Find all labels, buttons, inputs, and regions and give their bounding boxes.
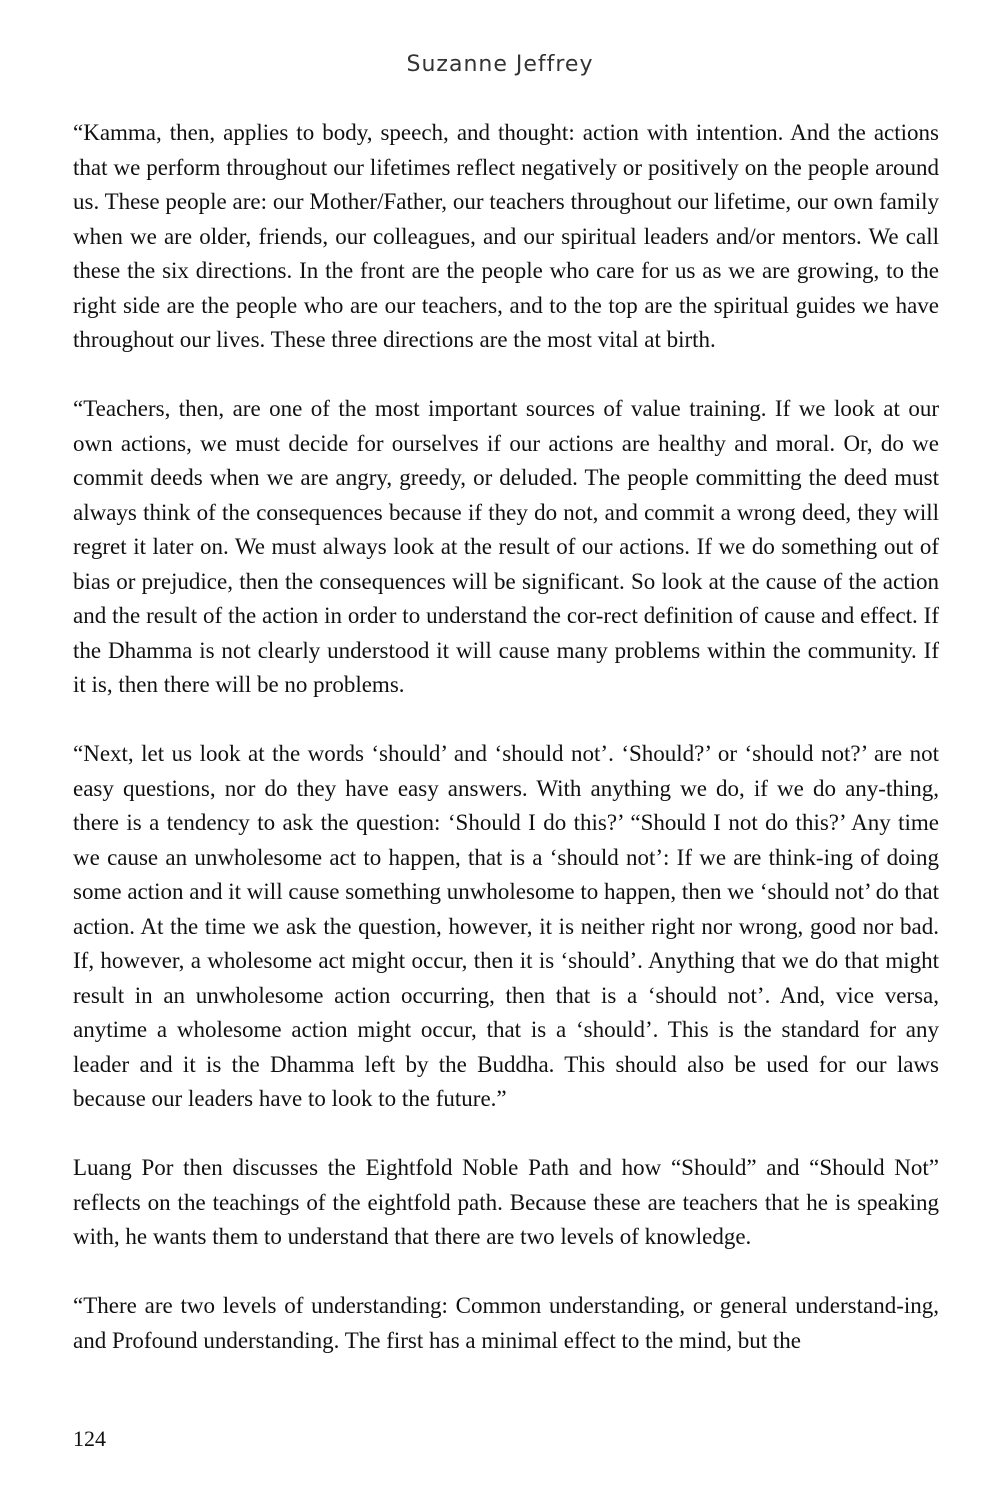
running-head: Suzanne Jeffrey <box>406 52 594 77</box>
page-number: 124 <box>73 1426 106 1451</box>
paragraph-kamma: “Kamma, then, applies to body, speech, and thought: action with intention. And the actions that we perform throughout our lifetimes reflect negatively or positively on the people around us. These people are: our Mother/Father, our teachers throughout our lifetime, our own family when we are older, friends, our colleagues, and our spiritual leaders and/or mentors. We call these the six directions. In the front are the people who care for us as we are growing, to the right side are the people who are our teachers, and to the top are the spiritual guides we have throughout our lives. These three directions are the most vital at birth. <box>73 120 939 352</box>
paragraph-teachers: “Teachers, then, are one of the most important sources of value training. If we look at our own actions, we must decide for ourselves if our actions are healthy and moral. Or, do we commit deeds when we are angry, greedy, or deluded. The people committing the deed must always think of the consequences because if they do not, and commit a wrong deed, they will regret it later on. We must always look at the result of our actions. If we do something out of bias or prejudice, then the consequences will be significant. So look at the cause of the action and the result of the action in order to understand the cor-rect definition of cause and effect. If the Dhamma is not clearly understood it will cause many problems within the community. If it is, then there will be no problems. <box>73 396 939 697</box>
paragraph-should: “Next, let us look at the words ‘should’ and ‘should not’. ‘Should?’ or ‘should not?’ are not easy questions, nor do they have easy answers. With anything we do, if we do any-thing, there is a tendency to ask the question: ‘Should I do this?’ “Should I not do this?’ Any time we cause an unwholesome act to happen, that is a ‘should not’: If we are think-ing of doing some action and it will cause something unwholesome to happen, then we ‘should not’ do that action. At the time we ask the question, however, it is neither right nor wrong, good nor bad. If, however, a wholesome act might occur, then it is ‘should’. Anything that we do that might result in an unwholesome action occurring, then that is a ‘should not’. And, vice versa, anytime a wholesome action might occur, that is a ‘should’. This is the standard for any leader and it is the Dhamma left by the Buddha. This should also be used for our laws because our leaders have to look to the future.” <box>73 741 939 1111</box>
body-text <box>73 116 939 1393</box>
paragraph-two-levels: “There are two levels of understanding: Common understanding, or general understand-ing, and Profound understanding. The first has a minimal effect to the mind, but the <box>73 1293 939 1353</box>
paragraph-eightfold-path: Luang Por then discusses the Eightfold Noble Path and how “Should” and “Should Not” reflects on the teachings of the eightfold path. Because these are teachers that he is speaking with, he wants them to understand that there are two levels of knowledge. <box>73 1155 939 1249</box>
